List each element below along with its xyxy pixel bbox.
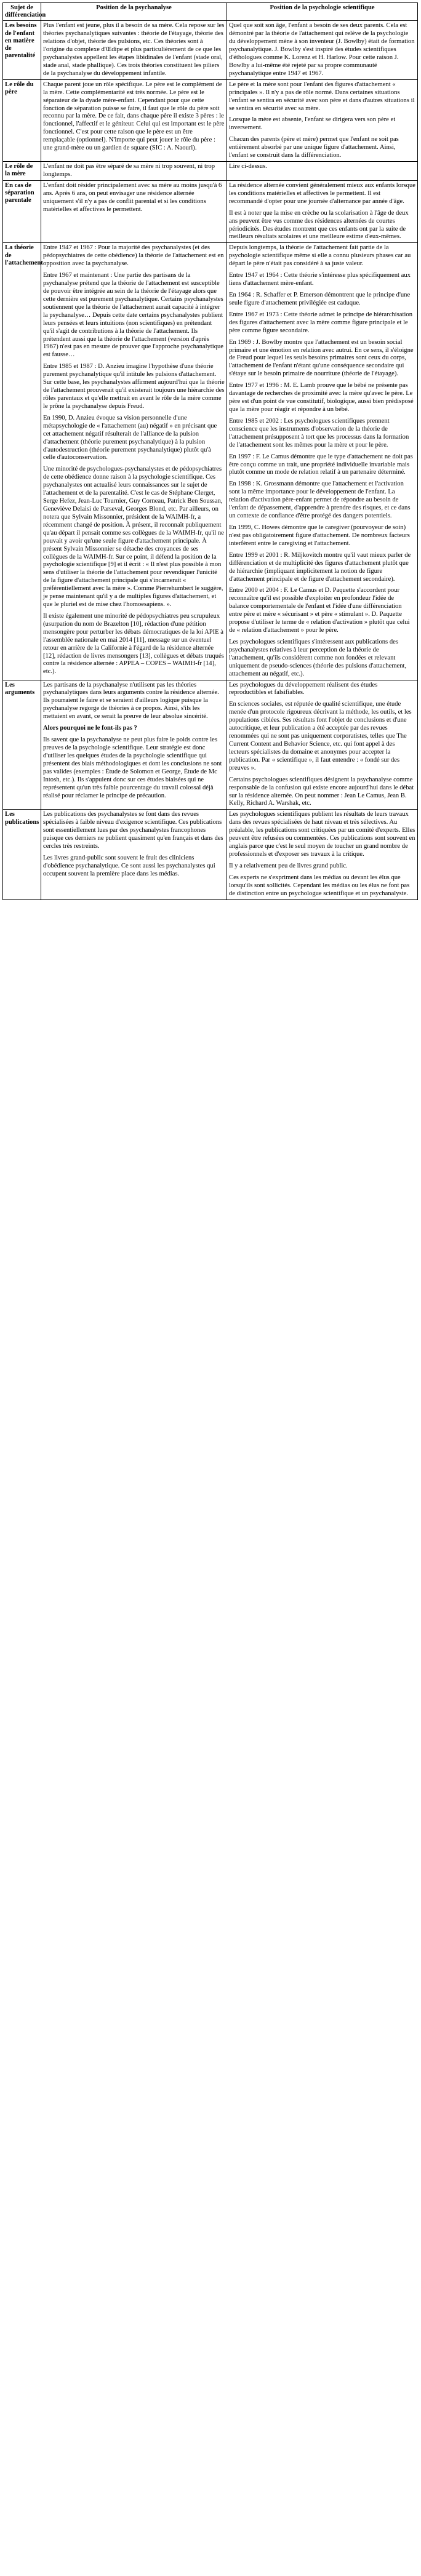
- scientifique-cell: [227, 180, 418, 242]
- comparison-table: [2, 2, 418, 900]
- cell-paragraph: En 1990, D. Anzieu évoque sa vision personnelle d'une métapsychologie de « l'attachement (au) négatif » en précisant que cet attachement négatif résulterait de l'alliance de la pulsion d'attachement (théorie purement psychanalytique) à la pulsion d'autodestruction (théorie purement psychanalytique) plutôt qu'à celle d'autoconservation.: [43, 414, 217, 461]
- cell-paragraph: Entre 1985 et 2002 : Les psychologues scientifiques prennent conscience que les instruments d'observation de la théorie de l'attachement présupposent à tort que les processus dans la formation de l'attachement sont les mêmes pour la mère et pour le père.: [229, 417, 409, 449]
- header-psychanalyse: Position de la psychanalyse: [41, 3, 227, 21]
- scientifique-cell: [227, 79, 418, 161]
- cell-paragraph: En 1998 : K. Grossmann démontre que l'attachement et l'activation sont la même importance pour le développement de l'enfant. La relation d'activation père-enfant permet de répondre au besoin de l'enfant de dépassement, d'apprendre à prendre des risques, et ce dans un contexte de confiance d'être protégé des dangers potentiels.: [229, 481, 411, 520]
- cell-paragraph: En 1969 : J. Bowlby montre que l'attachement est un besoin social primaire et une émotion en relation avec autrui. En ce sens, il s'éloigne de Freud pour lequel les seuls besoins primaires sont ceux du corps, l'attachement de l'enfant n'étant qu'une conséquence secondaire qui s'étaye sur le besoin primaire de nourriture (théorie de l'étayage).: [229, 338, 414, 378]
- cell-paragraph: Les psychologues scientifiques publient les résultats de leurs travaux dans des revues spécialisées de haut niveau et très sélectives. Au préalable, les publications sont critiquées par un comité d'experts. Elles peuvent être refusées ou commentées. Ces publications sont souvent en anglais parce que c'est le seul moyen de toucher un grand nombre de professionnels et d'exposer ses travaux à la critique.: [229, 811, 415, 858]
- cell-paragraph: Entre 1967 et 1973 : Cette théorie admet le principe de hiérarchisation des figures d'attachement avec la mère comme figure principale et le père comme figure secondaire.: [229, 311, 412, 334]
- topic-cell: Le rôle de la mère: [3, 162, 41, 181]
- topic-cell: Le rôle du père: [3, 79, 41, 161]
- table-row: [3, 79, 418, 161]
- table-row: [3, 810, 418, 899]
- document-page: [0, 0, 421, 900]
- cell-paragraph: Les partisans de la psychanalyse n'utilisent pas les théories psychanalytiques dans leurs arguments contre la résidence alternée. Ils pourraient le faire et se seraient d'ailleurs logique puisque la psychanalyse regorge de théories à ce propos. Ainsi, s'ils les mettaient en avant, ce serait la preuve de leur absolue sincérité.: [43, 681, 219, 720]
- scientifique-cell: [227, 21, 418, 79]
- table-row: [3, 162, 418, 181]
- topic-cell: Les arguments: [3, 680, 41, 810]
- cell-paragraph: Les psychologues scientifiques s'intéressent aux publications des psychanalystes relatives à leur perception de la théorie de l'attachement, qu'ils considèrent comme non fondées et relevant uniquement de pseudo-sciences (théorie des pulsions d'attachement, attachement au négatif, etc.).: [229, 638, 407, 677]
- cell-paragraph: Lorsque la mère est absente, l'enfant se dirigera vers son père et inversement.: [229, 116, 396, 132]
- cell-paragraph: Lire ci-dessus.: [229, 163, 267, 170]
- psychanalyse-cell: [41, 680, 227, 810]
- cell-paragraph: Ces experts ne s'expriment dans les médias ou devant les élus que lorsqu'ils sont sollicités. Cependant les médias ou les élus ne font pas de distinction entre un psychologue scientifique et un psychanalyste.: [229, 874, 410, 897]
- scientifique-cell: [227, 243, 418, 680]
- cell-paragraph: Quel que soit son âge, l'enfant a besoin de ses deux parents. Cela est démontré par la théorie de l'attachement qui relève de la psychologie du développement mène à son inventeur (J. Bowlby) était de formation psychanalytique. J. Bowlby s'est inspiré des études scientifiques d'éthologues comme K. Lorenz et H. Harlow. Pour cette raison J. Bowlby a lui-même été rejeté par sa propre communauté psychanalytique entre 1947 et 1967.: [229, 22, 415, 77]
- cell-paragraph: L'enfant ne doit pas être séparé de sa mère ni trop souvent, ni trop longtemps.: [43, 163, 215, 178]
- table-row: [3, 21, 418, 79]
- cell-paragraph: Entre 1977 et 1996 : M. E. Lamb prouve que le bébé ne présente pas davantage de recherches de proximité avec la mère qu'avec le père. Le père est d'un point de vue constitutif, biologique, aussi bien prédisposé que la mère pour réagir et répondre à un bébé.: [229, 382, 414, 413]
- scientifique-cell: [227, 162, 418, 181]
- cell-paragraph: Plus l'enfant est jeune, plus il a besoin de sa mère. Cela repose sur les théories psychanalytiques suivantes : théorie de l'étayage, théorie des relations d'objet, théorie des pulsions, etc. Ces théories sont à l'origine du complexe d'Œdipe et plus particulièrement de ce que les psychanalystes appellent les étapes libidinales de l'enfant (stade oral, stade anal, stade phallique). Ces trois théories constituent les piliers de la psychanalyse du développement infantile.: [43, 22, 225, 77]
- cell-paragraph: Chacun des parents (père et mère) permet que l'enfant ne soit pas entièrement absorbé par une unique figure d'attachement. Ainsi, l'enfant se construit dans la différenciation.: [229, 136, 399, 159]
- table-row: [3, 680, 418, 810]
- cell-paragraph: Les publications des psychanalystes se font dans des revues spécialisées à faible niveau d'exigence scientifique. Ces publications sont essentiellement lues par des psychanalystes francophones puisque ces derniers ne publient quasiment qu'en français et dans des cercles très restreints.: [43, 811, 223, 850]
- cell-paragraph: En 1999, C. Howes démontre que le caregiver (pourvoyeur de soin) n'est pas obligatoirement figure d'attachement. De nombreux facteurs interfèrent entre le caregiving et l'attachement.: [229, 524, 410, 547]
- psychanalyse-cell: [41, 810, 227, 899]
- cell-paragraph: Les livres grand-public sont souvent le fruit des cliniciens d'obédience psychanalytique. Ce sont aussi les psychanalystes qui occupent souvent la première place dans les médias.: [43, 855, 215, 877]
- cell-paragraph: En 1997 : F. Le Camus démontre que le type d'attachement ne doit pas être conçu comme un trait, une propriété individuelle invariable mais plutôt comme un mode de relation relatif à un partenaire déterminé.: [229, 453, 413, 476]
- cell-paragraph: Depuis longtemps, la théorie de l'attachement fait partie de la psychologie scientifique même si elle a connu plusieurs phases car au départ le père n'était pas considéré à sa juste valeur.: [229, 244, 411, 268]
- cell-paragraph: Entre 1999 et 2001 : R. Miljkovitch montre qu'il vaut mieux parler de différenciation et de multiplicité des figures d'attachement plutôt que de hiérarchie (impliquant implicitement la notion de figure d'attachement principale et de figure d'attachement secondaire).: [229, 551, 411, 583]
- psychanalyse-cell: [41, 243, 227, 680]
- cell-paragraph: Entre 1967 et maintenant : Une partie des partisans de la psychanalyse prétend que la théorie de l'attachement est susceptible de pouvoir être intégrée au sein de la théorie de l'étayage alors que cette dernière est purement psychanalytique. Certains psychanalystes soutiennent que la théorie de l'attachement aurait capacité à intégrer la psychanalyse… Depuis cette date certains psychanalystes publient leurs pensées et leurs intuitions (non scientifiques) en prétendant qu'il s'agit de contributions à la théorie de l'attachement. Ils prétendent aussi que la théorie de l'attachement (version d'après 1967) n'est pas en mesure de prouver que l'approche psychanalytique est fausse…: [43, 272, 223, 359]
- cell-paragraph: Entre 1947 et 1967 : Pour la majorité des psychanalystes (et des pédopsychiatres de cette obédience) la théorie de l'attachement est en opposition avec la psychanalyse.: [43, 244, 224, 268]
- header-scientifique: Position de la psychologie scientifique: [227, 3, 418, 21]
- cell-question: Alors pourquoi ne le font-ils pas ?: [43, 725, 137, 732]
- scientifique-cell: [227, 680, 418, 810]
- cell-paragraph: En sciences sociales, est réputée de qualité scientifique, une étude menée d'un protocole rigoureux décrivant la méthode, les outils, et les populations ciblées. Ses résultats font l'objet de conclusions et d'une autocritique, et leur publication a été acceptée par des revues renommées qui ne sont pas uniquement corporatistes, telles que The Current Content and Behavior Science, etc. qui font appel à des lecteurs spécialistes du domaine et anonymes pour accepter la publication. Par « scientifique », il faut entendre : « fondé sur des preuves ».: [229, 701, 412, 772]
- topic-cell: La théorie de l'attachement: [3, 243, 41, 680]
- table-row: [3, 243, 418, 680]
- psychanalyse-cell: [41, 162, 227, 181]
- cell-paragraph: Chaque parent joue un rôle spécifique. Le père est le complément de la mère. Cette complémentarité est très normée. Le père est le séparateur de la dyade mère-enfant. Cependant pour que cette fonction de séparation puisse se faire, il faut que le rôle du père soit reconnu par la mère. De ce fait, dans chaque père il existe 3 pères : le fonctionnel, l'affectif et le géniteur. Celui qui est important est le père fonctionnel. C'est pour cette raison que le père est un être remplaçable (optionnel). N'importe qui peut jouer le rôle du père : une grand-mère ou un gardien de square (SIC : A. Naouri).: [43, 81, 225, 152]
- cell-paragraph: Entre 1947 et 1964 : Cette théorie s'intéresse plus spécifiquement aux liens d'attachement mère-enfant.: [229, 272, 411, 287]
- cell-paragraph: Il existe également une minorité de pédopsychiatres peu scrupuleux (usurpation du nom de Brazelton [10], rédaction d'une pétition mensongère pour perturber les débats démocratiques de la loi APIE à l'assemblée nationale en mai 2014 [11], message sur un éventuel retour en arrière de la Californie à l'égard de la résidence alternée [12], rédaction de livres mensongers [13], collègues et débats truqués contre la résidence alternée : APPEA – COPES – WAIMH-fr [14], etc.).: [43, 612, 224, 676]
- cell-paragraph: Entre 2000 et 2004 : F. Le Camus et D. Paquette s'accordent pour reconnaître qu'il est possible d'exploiter en profondeur l'idée de balance comportementale de l'enfant et l'idée d'une différenciation entre père et mère « sécurisant » et père « stimulant ». D. Paquette propose d'utiliser le terme de « relation d'activation » plutôt que celui de « relation d'attachement » pour le père.: [229, 587, 410, 634]
- cell-paragraph: Le père et la mère sont pour l'enfant des figures d'attachement « principales ». Il n'y a pas de rôle normé. Dans certaines situations l'enfant se sentira en sécurité avec son père et dans d'autres situations il se sentira en sécurité avec sa mère.: [229, 81, 415, 112]
- cell-paragraph: Il est à noter que la mise en crèche ou la scolarisation à l'âge de deux ans peuvent être vus comme des résidences alternées de courtes périodicités. Des études montrent que ces enfants ont par la suite de meilleurs résultats scolaires et une meilleure estime d'eux-mêmes.: [229, 209, 409, 241]
- table-header-row: [3, 3, 418, 21]
- table-row: [3, 180, 418, 242]
- topic-cell: Les publications: [3, 810, 41, 899]
- psychanalyse-cell: [41, 21, 227, 79]
- cell-paragraph: La résidence alternée convient généralement mieux aux enfants lorsque les conditions matérielles et affectives le permettent. Il est recommandé d'opter pour une journée d'alternance par année d'âge.: [229, 181, 415, 205]
- psychanalyse-cell: [41, 180, 227, 242]
- cell-paragraph: Ils savent que la psychanalyse ne peut plus faire le poids contre les preuves de la psychologie scientifique. Leur stratégie est donc d'utiliser les quelques études de la psychologie scientifique qui présentent des biais méthodologiques et dont les conclusions ne sont pas valides (exemples : Étude de Solomon et George, Étude de Mc Intosh, etc.). Ils s'appuient donc sur ces études biaisées qui ne représentent qu'un très faible pourcentage du travail colossal déjà réalisé pour réclamer le principe de précaution.: [43, 736, 222, 799]
- cell-paragraph: En 1964 : R. Schaffer et P. Emerson démontrent que le principe d'une seule figure d'attachement privilégiée est caduque.: [229, 292, 411, 306]
- cell-paragraph: Les psychologues du développement réalisent des études reproductibles et falsifiables.: [229, 681, 378, 696]
- topic-cell: Les besoins de l'enfant en matière de parentalité: [3, 21, 41, 79]
- topic-cell: En cas de séparation parentale: [3, 180, 41, 242]
- cell-paragraph: Il y a relativement peu de livres grand public.: [229, 862, 348, 869]
- psychanalyse-cell: [41, 79, 227, 161]
- cell-paragraph: Certains psychologues scientifiques désignent la psychanalyse comme responsable de la confusion qui existe encore aujourd'hui dans le débat sur la résidence alternée. On peut nommer : Jean Le Camus, Jean B. Kelly, Richard A. Warshak, etc.: [229, 776, 414, 807]
- cell-paragraph: L'enfant doit résider principalement avec sa mère au moins jusqu'à 6 ans. Après 6 ans, on peut envisager une résidence alternée uniquement s'il n'y a pas de conflit parental et si les conditions matérielles et affectives le permettent.: [43, 181, 222, 213]
- cell-paragraph: Une minorité de psychologues-psychanalystes et de pédopsychiatres de cette obédience donne raison à la psychologie scientifique. Ces psychanalystes ont actualisé leurs connaissances sur le sujet de l'attachement et de la parentalité. C'est le cas de Stéphane Clerget, Serge Hefez, Jean-Luc Tournier, Guy Corneau, Patrick Ben Soussan, Geneviève Delaisi de Parseval, Georges Blond, etc. Par ailleurs, on notera que Sylvain Missonnier, président de la WAIMH-fr, a récemment changé de position. À présent, il reconnaît publiquement qu'au départ il pensait comme ses collègues de la WAIMH-fr, qu'il ne pouvait y avoir qu'une seule figure d'attachement principale. À présent Sylvain Missonnier se détache des croyances de ses collègues de la WAIMH-fr. Sur ce point, il défend la position de la psychologie scientifique [9] et il écrit : « Il n'est plus possible à mon sens d'utiliser la théorie de l'attachement pour revendiquer l'unicité de la figure d'attachement principale qui s'incarnerait « préférentiellement avec la mère ». Comme Pierrehumbert le suggère, je pense maintenant qu'il y a de multiples figures d'attachement, et que le pluriel est de mise chez l'homoesapiens. ».: [43, 466, 224, 608]
- header-subject: Sujet de différenciation: [3, 3, 41, 21]
- cell-paragraph: Entre 1985 et 1987 : D. Anzieu imagine l'hypothèse d'une théorie purement psychanalytique qu'il intitule les pulsions d'attachement. Sur cette base, les psychanalystes affirment aujourd'hui que la théorie de l'attachement prouverait qu'il existerait toujours une hiérarchie des rôles parentaux et qu'elle mettrait en avant le rôle de la mère comme le prône la psychanalyse depuis Freud.: [43, 363, 225, 410]
- scientifique-cell: [227, 810, 418, 899]
